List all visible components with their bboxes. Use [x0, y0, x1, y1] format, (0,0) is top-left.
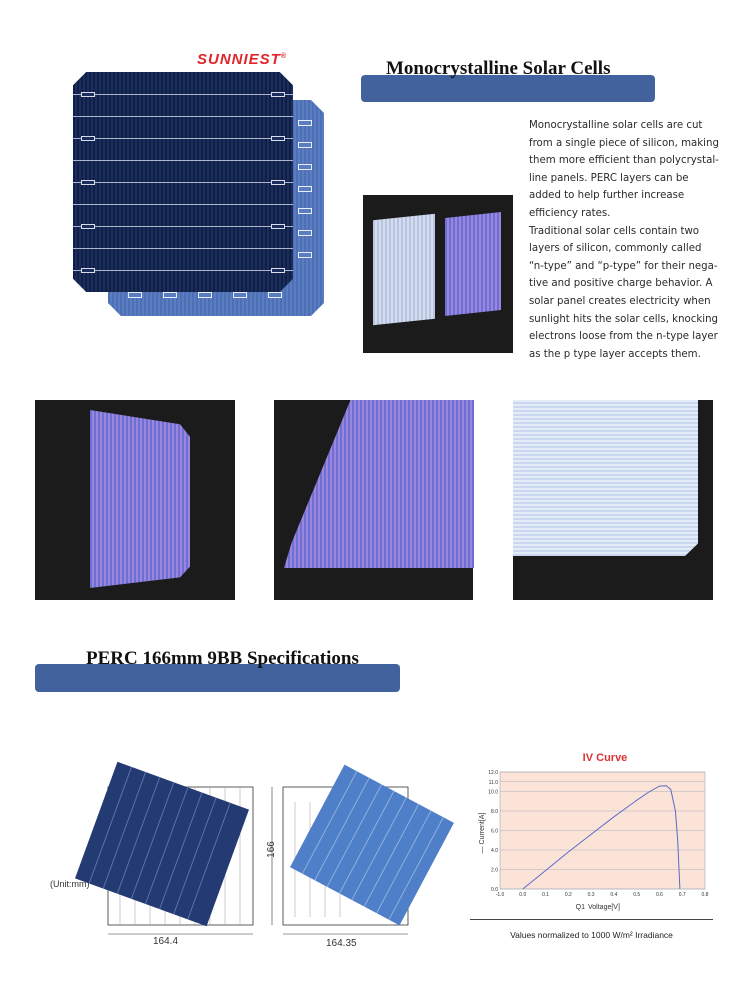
x-axis-prefix: Q1	[575, 904, 585, 911]
y-tick-label: 4.0	[491, 848, 498, 854]
y-tick-label: 2.0	[491, 867, 498, 874]
description-text	[529, 117, 719, 363]
section-title-specifications: PERC 166mm 9BB Specifications	[86, 648, 359, 669]
x-tick-label: 0.8	[701, 892, 709, 898]
y-tick-label: 6.0	[491, 828, 498, 835]
y-tick-labels	[488, 770, 498, 893]
x-axis-label: Voltage[V]	[588, 904, 620, 911]
x-tick-label: 0.3	[587, 892, 595, 898]
logo-text: SUNNIEST	[197, 51, 281, 68]
dimension-drawing-svg	[50, 742, 410, 962]
x-tick-label: 0.4	[610, 892, 618, 898]
x-tick-label: 0.7	[678, 892, 686, 898]
y-axis-label: — Current[A]	[479, 812, 486, 854]
width-left-dimension: 164.4	[153, 936, 179, 947]
y-tick-label: 8.0	[491, 809, 498, 815]
y-tick-label: 10.0	[488, 789, 498, 796]
chart-footer: Values normalized to 1000 W/m² Irradiance	[510, 930, 673, 940]
cell-dimension-drawing	[50, 742, 410, 962]
chart-title: IV Curve	[582, 752, 628, 764]
description-paragraph-1: Monocrystalline solar cells are cut from a single piece of silicon, making them more efficient than polycrystal-line panels. PERC layers can be added to help further increase efficiency rates.	[529, 120, 719, 219]
x-tick-label: 0.0	[519, 892, 527, 898]
section-title-monocrystalline: Monocrystalline Solar Cells	[386, 58, 611, 79]
cell-photo-angled	[35, 400, 235, 600]
brand-logo	[197, 51, 287, 68]
y-tick-label: 11.0	[488, 779, 498, 786]
y-tick-label: 12.0	[488, 770, 498, 776]
x-tick-label: 0.1	[542, 892, 550, 898]
x-tick-label: 0.2	[564, 892, 572, 898]
description-paragraph-2: Traditional solar cells contain two layers of silicon, commonly called “n-type” and “p-type” for their nega-tive and positive charge behavior. A solar panel creates electricity when sunlight hits the solar cells, knocking electrons loose from the n-type layer as the p type layer accepts them.	[529, 225, 719, 360]
solar-cell-front-illustration	[73, 72, 293, 292]
y-tick-label: 0.0	[491, 887, 498, 893]
cell-photo-closeup	[274, 400, 473, 600]
width-right-dimension: 164.35	[326, 938, 357, 949]
wafer-pair-photo	[363, 195, 513, 353]
unit-label: (Unit:mm)	[50, 879, 90, 889]
x-tick-label: 0.5	[633, 892, 641, 898]
chart-divider	[470, 919, 713, 920]
cell-photo-edge	[513, 400, 713, 600]
iv-curve-chart	[480, 768, 710, 913]
x-tick-label: 0.6	[655, 892, 663, 898]
x-tick-labels	[496, 892, 709, 898]
registered-mark: ®	[280, 53, 288, 60]
height-dimension: 166	[265, 841, 277, 858]
x-tick-label: -1.0	[495, 892, 505, 898]
